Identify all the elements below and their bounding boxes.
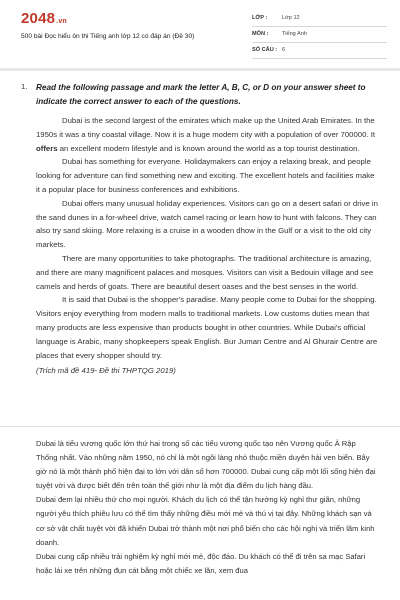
logo-text: 2048 [21, 10, 56, 27]
translation-paragraph: Dubai là tiểu vương quốc lớn thứ hai trong số các tiểu vương quốc tạo nên Vương quốc Ả Rập Thống nhất. Vào những năm 1950, nó chỉ là một ngôi làng nhỏ thuộc miền duyên hải ven biển. Bây giờ nó là một thành phố hiện đại to lớn với dân số hơn 700000. Dubai cung cấp một lối sống hiện đại tuyệt vời và được biết đến trên toàn thế giới như là một địa điểm du lịch hàng đầu. [36, 439, 376, 491]
passage-paragraph: Dubai has something for everyone. Holidaymakers can enjoy a relaxing break, and people looking for adventure can find something new and exciting. The excellent hotels and facilities make it a popular place for business conferences and exhibitions. [36, 157, 375, 194]
header-divider [0, 68, 400, 71]
passage-paragraph: Dubai offers many unusual holiday experiences. Visitors can go on a desert safari or drive in the sand dunes in a for-wheel drive, watch camel racing or learn how to hunt with falcons. They can also try sand skiing. More relaxing is a cruise in a wooden dhow in the Gulf or a visit to the old city markets. [36, 198, 378, 250]
reading-passage [36, 114, 379, 378]
site-logo[interactable] [21, 10, 67, 27]
question-instruction: Read the following passage and mark the letter A, B, C, or D on your answer sheet to indicate the correct answer to each of the questions. [36, 83, 366, 106]
meta-row-count [252, 43, 387, 59]
translation-paragraph: Dubai cung cấp nhiều trải nghiệm kỳ nghỉ mới mẻ, độc đáo. Du khách có thể đi trên sa mạc Safari hoặc lái xe trên những đụn cát bằng một chiếc xe lăn, xem đua [36, 551, 366, 575]
passage-paragraph: It is said that Dubai is the shopper's paradise. Many people come to Dubai for the shopping. Visitors enjoy everything from modern malls to traditional markets. Low customs duties mean that many products are less expensive than products bought in other countries. While Dubai's official language is Arabic, many shopkeepers speak English. Bur Juman Centre and Al Ghurair Centre are places that every shopper should try. [36, 295, 378, 360]
meta-panel [252, 11, 387, 59]
section-divider [0, 426, 400, 427]
passage-source: (Trích mã đề 419- Đề thi THPTQG 2019) [36, 366, 176, 376]
question-number: 1. [21, 82, 28, 91]
question-content [0, 74, 400, 600]
passage-paragraph: Dubai is the second largest of the emirates which make up the United Arab Emirates. In the 1950s it was a tiny coastal village. Now it is a huge modern city with a population of over 700000. It offers an excellent modern lifestyle and is known around the world as a top tourist destination. [36, 116, 376, 153]
meta-value: Lớp 12 [282, 15, 300, 21]
passage-paragraph: There are many opportunities to take photographs. The traditional architecture is amazing, and there are many magnificent palaces and mosques. Visitors can visit a Bedouin village and see camels and herds of goats. There are beautiful desert oases and the best senses in the world. [36, 253, 374, 291]
highlighted-word: offers [36, 143, 58, 153]
meta-row-subject [252, 27, 387, 43]
page-header [0, 0, 400, 66]
translation-section [36, 437, 379, 578]
meta-label: MÔN : [252, 31, 269, 37]
meta-row-class [252, 11, 387, 27]
meta-label: LỚP : [252, 15, 268, 21]
meta-value: Tiếng Anh [282, 31, 307, 37]
logo-tld: .vn [56, 18, 67, 25]
document-title: 500 bài Đọc hiểu ôn thi Tiếng anh lớp 12 có đáp án (Đề 30) [21, 33, 195, 40]
meta-value: 6 [282, 47, 286, 53]
translation-paragraph: Dubai đem lại nhiều thứ cho mọi người. Khách du lịch có thể tận hưởng kỳ nghỉ thư giãn, những người yêu thích phiêu lưu có thể tìm thấy những điều mới mẻ và thú vị tại đây. Những khách sạn và cơ sở vật chất tuyệt vời đã khiến Dubai trở thành một nơi phổ biến cho các hội nghị và triển lãm kinh doanh. [36, 495, 375, 547]
meta-label: SỐ CÂU : [252, 47, 278, 53]
